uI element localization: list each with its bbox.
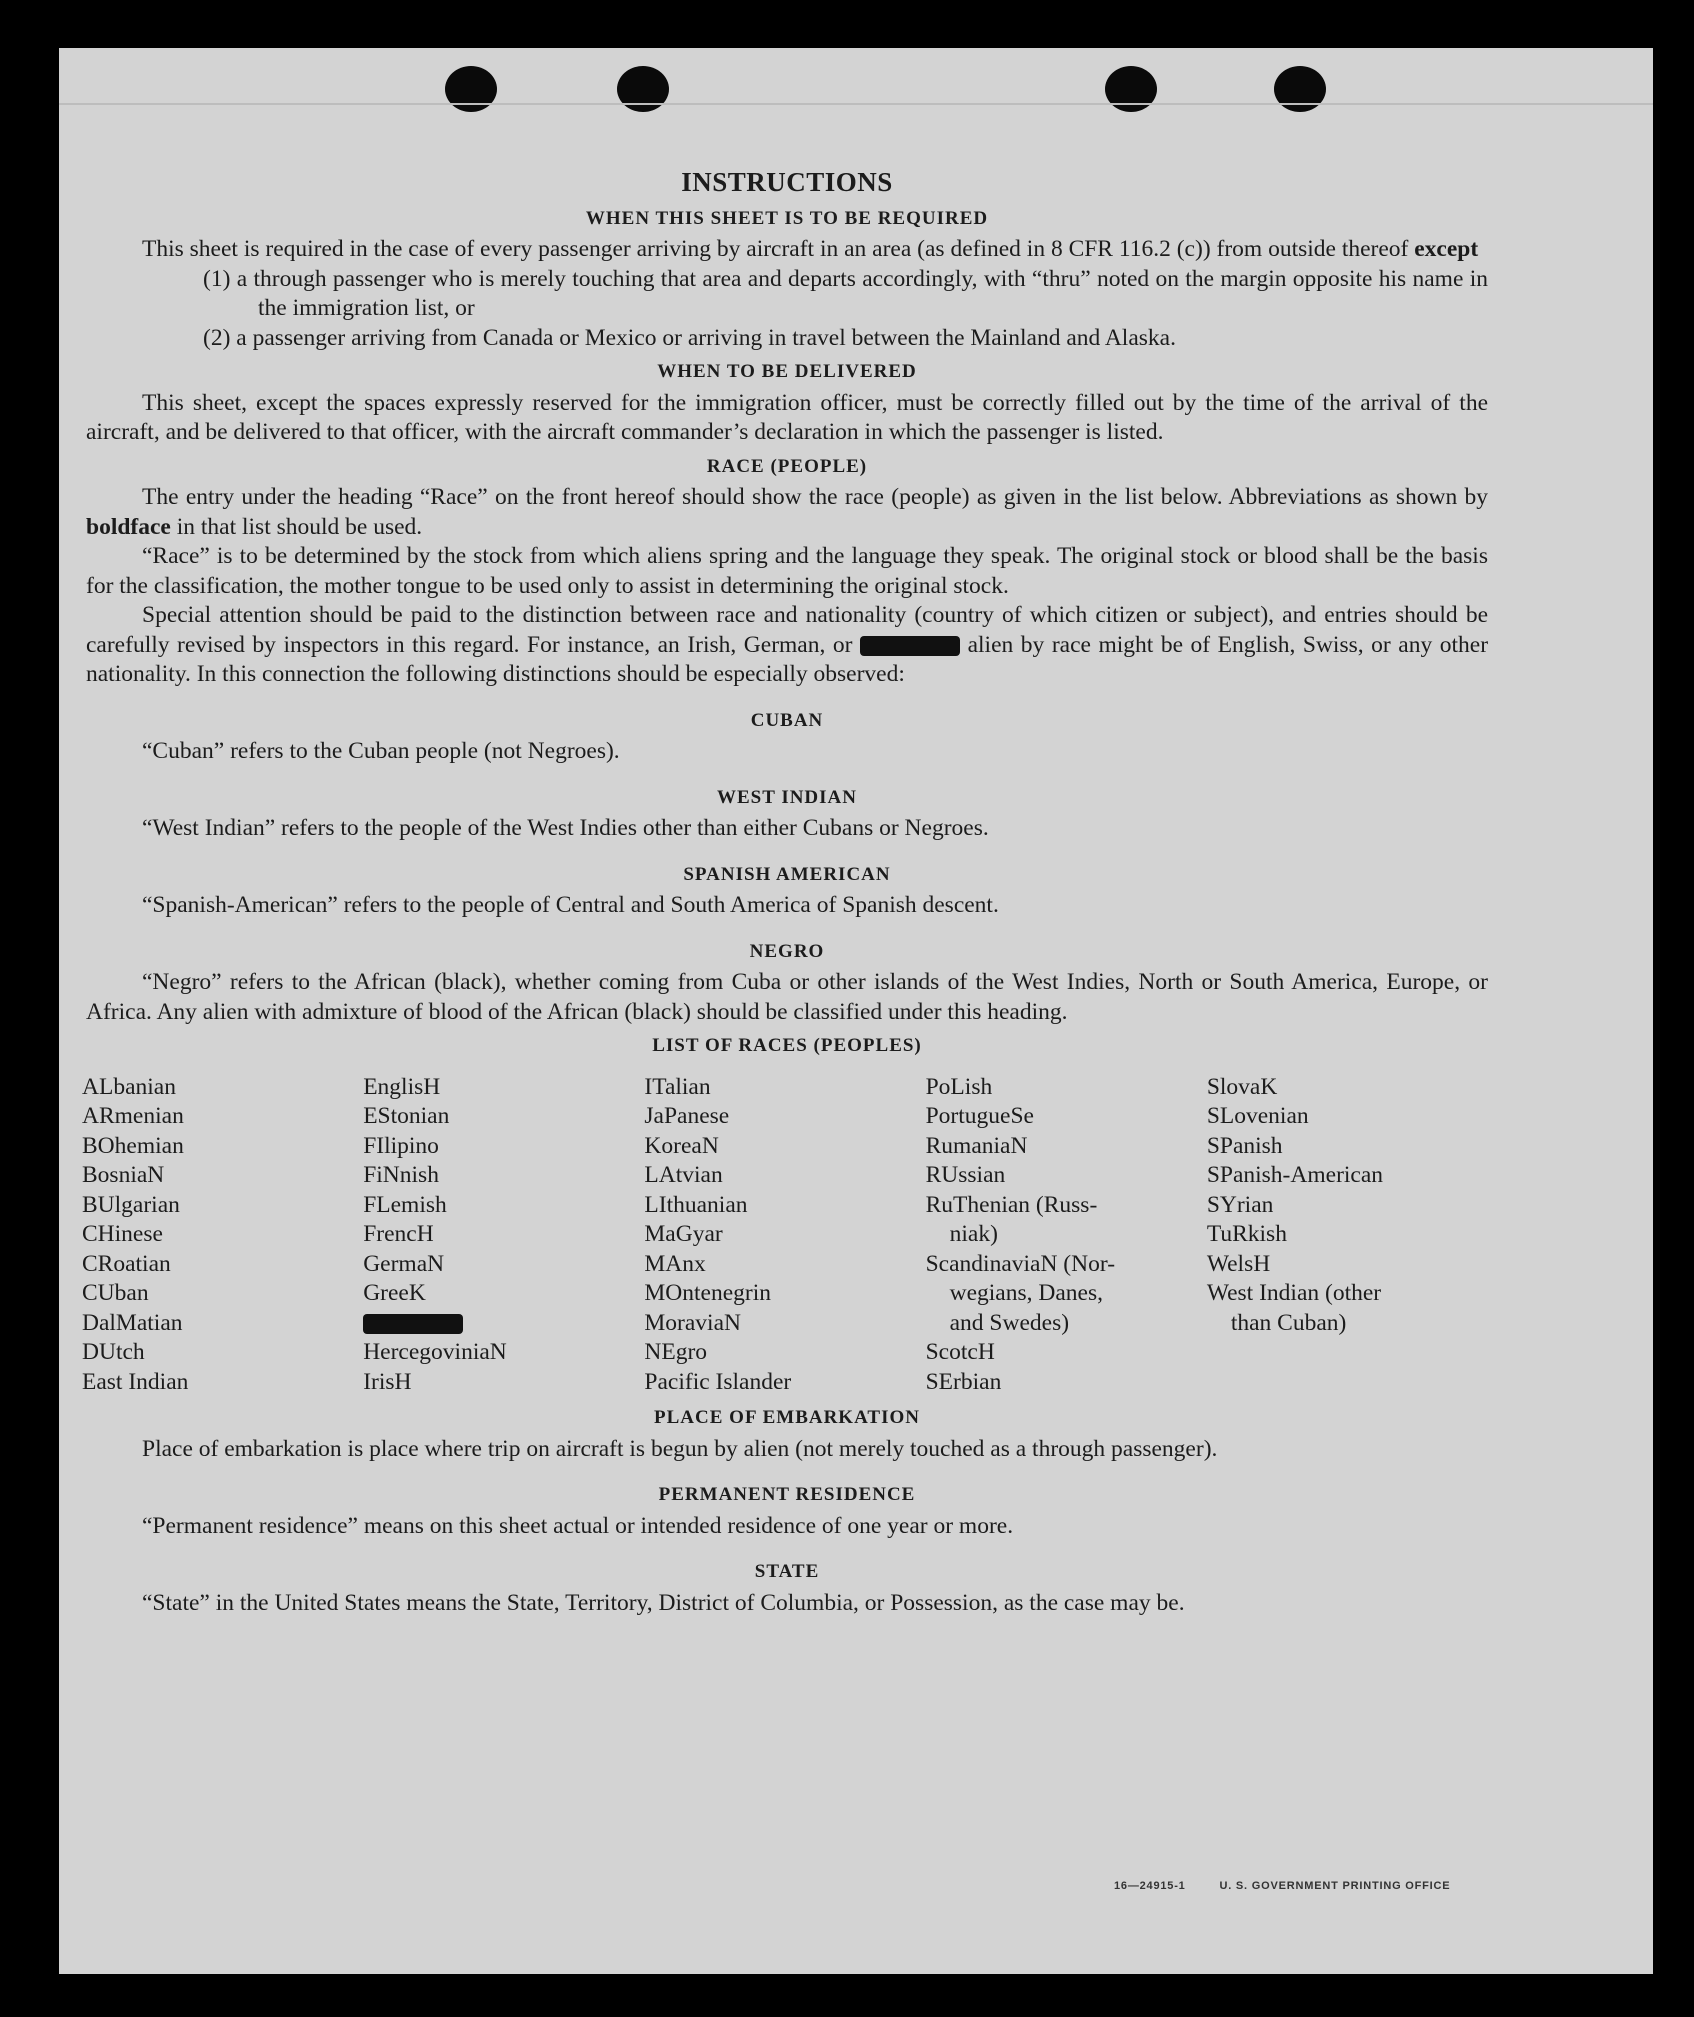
list-item: than Cuban) bbox=[1230, 1309, 1347, 1336]
list-item: CRoatian bbox=[82, 1250, 171, 1277]
heading-embarkation: PLACE OF EMBARKATION bbox=[654, 1407, 920, 1428]
redaction-mark bbox=[860, 636, 960, 656]
form-number: 16—24915-1 bbox=[1114, 1880, 1186, 1892]
printer-imprint bbox=[1114, 1880, 1480, 1892]
list-item: ALbanian bbox=[82, 1073, 176, 1100]
list-item: ARmenian bbox=[82, 1103, 184, 1129]
races-column-3 bbox=[644, 1073, 925, 1398]
paragraph-delivery: This sheet, except the spaces expressly reserved for the immigration officer, must be correctly filled out by the time of the arrival of the aircraft, and be delivered to that officer, with the aircraft commander’s declaration in which the passenger is listed. bbox=[86, 389, 1488, 445]
list-item: JaPanese bbox=[644, 1103, 730, 1129]
paragraph-race-definition: “Race” is to be determined by the stock from which aliens spring and the language they speak. The original stock or blood shall be the basis for the classification, the mother tongue to be used only to assist in determining the original stock. bbox=[86, 543, 1488, 599]
list-item: DUtch bbox=[82, 1339, 145, 1365]
list-item: RuThenian (Russ- bbox=[925, 1191, 1098, 1218]
list-item: BosniaN bbox=[82, 1162, 165, 1188]
page-title: INSTRUCTIONS bbox=[681, 167, 893, 197]
list-item bbox=[363, 1309, 644, 1339]
paragraph-negro: “Negro” refers to the African (black), whether coming from Cuba or other islands of the West Indies, North or South America, Europe, or Africa. Any alien with admixture of blood of the African (black) should be classified under this heading. bbox=[86, 969, 1488, 1025]
races-column-2 bbox=[363, 1073, 644, 1398]
list-item: KoreaN bbox=[644, 1132, 719, 1159]
paragraph-west-indian: “West Indian” refers to the people of the West Indies other than either Cubans or Negroes. bbox=[142, 815, 989, 841]
list-item: SLovenian bbox=[1206, 1103, 1309, 1129]
list-item: FrencH bbox=[363, 1221, 434, 1247]
exception-item-1: (1) a through passenger who is merely touching that area and departs accordingly, with “thru” noted on the margin opposite his name in the immigration list, or bbox=[203, 265, 1488, 321]
list-item: SlovaK bbox=[1206, 1073, 1278, 1100]
paragraph-race-nationality: Special attention should be paid to the distinction between race and nationality (country of which citizen or subject), and entries should be carefully revised by inspectors in this regard. For instance, an Irish, German, or alien by race might be of English, Swiss, or any other nationality. In this connection the following distinctions should be especially observed: bbox=[86, 602, 1489, 687]
races-column-4 bbox=[926, 1073, 1207, 1398]
paragraph-state: “State” in the United States means the State, Territory, District of Columbia, or Possession, as the case may be. bbox=[142, 1589, 1185, 1616]
list-item: FLemish bbox=[363, 1191, 447, 1218]
list-item: MoraviaN bbox=[644, 1309, 741, 1336]
list-item: SPanish bbox=[1206, 1132, 1283, 1159]
list-item: BUlgarian bbox=[82, 1191, 180, 1218]
races-column-1 bbox=[82, 1073, 363, 1398]
list-item: MaGyar bbox=[644, 1221, 723, 1247]
heading-when-required: WHEN THIS SHEET IS TO BE REQUIRED bbox=[585, 207, 989, 229]
list-item: SErbian bbox=[925, 1368, 1002, 1395]
list-item: SPanish-American bbox=[1206, 1162, 1384, 1188]
list-item: GreeK bbox=[363, 1280, 426, 1306]
list-item: wegians, Danes, bbox=[949, 1280, 1103, 1306]
list-item: TuRkish bbox=[1206, 1221, 1287, 1247]
list-item: niak) bbox=[949, 1221, 998, 1247]
heading-state: STATE bbox=[754, 1561, 820, 1582]
list-item: FiNnish bbox=[363, 1162, 439, 1188]
list-item: IrisH bbox=[363, 1368, 412, 1395]
list-item: RUssian bbox=[925, 1162, 1006, 1188]
list-item: LAtvian bbox=[644, 1162, 723, 1188]
heading-cuban: CUBAN bbox=[750, 709, 824, 731]
list-item: WelsH bbox=[1206, 1250, 1271, 1277]
list-item: MAnx bbox=[644, 1250, 706, 1277]
list-item: CHinese bbox=[82, 1221, 163, 1247]
document-page bbox=[59, 48, 1653, 1974]
list-item: West Indian (other bbox=[1206, 1280, 1382, 1306]
list-item: LIthuanian bbox=[644, 1191, 748, 1218]
printing-office: U. S. GOVERNMENT PRINTING OFFICE bbox=[1219, 1880, 1451, 1892]
redaction-mark bbox=[363, 1314, 463, 1334]
paragraph-requirement: This sheet is required in the case of every passenger arriving by aircraft in an area (as defined in 8 CFR 116.2 (c)) from outside thereof except bbox=[142, 236, 1479, 262]
list-item: DalMatian bbox=[82, 1309, 183, 1336]
list-item: SYrian bbox=[1206, 1191, 1274, 1218]
list-item: FIlipino bbox=[363, 1132, 439, 1159]
list-item: East Indian bbox=[82, 1368, 189, 1395]
heading-negro: NEGRO bbox=[749, 940, 825, 962]
heading-when-delivered: WHEN TO BE DELIVERED bbox=[657, 361, 917, 382]
heading-permanent-residence: PERMANENT RESIDENCE bbox=[658, 1484, 916, 1505]
paragraph-cuban: “Cuban” refers to the Cuban people (not Negroes). bbox=[142, 738, 620, 764]
list-item: HercegoviniaN bbox=[363, 1339, 507, 1365]
races-list bbox=[82, 1073, 1488, 1398]
list-item: EStonian bbox=[363, 1103, 450, 1129]
races-column-5 bbox=[1207, 1073, 1488, 1398]
list-item: and Swedes) bbox=[949, 1309, 1070, 1336]
fold-line bbox=[59, 103, 1653, 105]
list-item: NEgro bbox=[644, 1339, 708, 1365]
punch-hole bbox=[1274, 66, 1326, 112]
paragraph-embarkation: Place of embarkation is place where trip on aircraft is begun by alien (not merely touched as a through passenger). bbox=[142, 1435, 1218, 1462]
heading-race: RACE (PEOPLE) bbox=[706, 455, 868, 477]
punch-hole bbox=[1105, 66, 1157, 112]
list-item: ITalian bbox=[644, 1073, 711, 1100]
paragraph-race-entry: The entry under the heading “Race” on the front hereof should show the race (people) as given in the list below. Abbreviations as shown by boldface in that list should be used. bbox=[86, 484, 1488, 540]
list-item: CUban bbox=[82, 1280, 149, 1306]
list-item: RumaniaN bbox=[925, 1132, 1028, 1159]
list-item: PoLish bbox=[925, 1073, 993, 1100]
paragraph-spanish-american: “Spanish-American” refers to the people of Central and South America of Spanish descent. bbox=[142, 892, 999, 918]
heading-list-of-races: LIST OF RACES (PEOPLES) bbox=[652, 1035, 922, 1056]
list-item: Pacific Islander bbox=[644, 1368, 792, 1395]
list-item: GermaN bbox=[363, 1250, 445, 1277]
punch-hole bbox=[617, 66, 669, 112]
instructions-body bbox=[82, 167, 1489, 1618]
list-item: ScandinaviaN (Nor- bbox=[925, 1250, 1116, 1277]
list-item: MOntenegrin bbox=[644, 1280, 772, 1306]
heading-west-indian: WEST INDIAN bbox=[717, 786, 857, 808]
paragraph-permanent-residence: “Permanent residence” means on this sheet actual or intended residence of one year or more. bbox=[142, 1512, 1014, 1539]
exception-item-2: (2) a passenger arriving from Canada or Mexico or arriving in travel between the Mainland and Alaska. bbox=[203, 324, 1176, 351]
list-item: PortugueSe bbox=[925, 1103, 1034, 1129]
list-item: EnglisH bbox=[363, 1073, 441, 1100]
list-item: BOhemian bbox=[82, 1132, 184, 1159]
list-item: ScotcH bbox=[925, 1339, 995, 1365]
punch-hole bbox=[445, 66, 497, 112]
heading-spanish-american: SPANISH AMERICAN bbox=[683, 863, 891, 885]
